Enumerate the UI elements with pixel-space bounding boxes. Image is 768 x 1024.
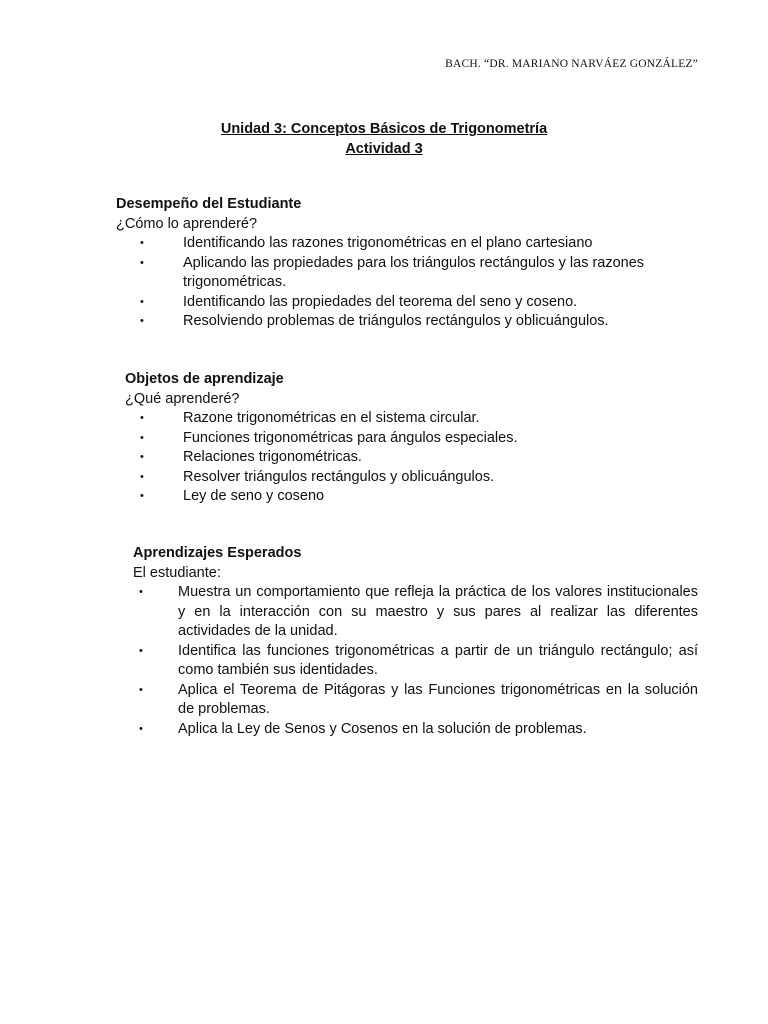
list-item-text: Relaciones trigonométricas. — [183, 449, 362, 465]
list-item — [125, 429, 645, 449]
list-item — [125, 487, 645, 507]
list-item — [133, 583, 698, 642]
bullet-icon: • — [139, 722, 143, 735]
list-item-text: Identificando las razones trigonométricas en el plano cartesiano — [183, 235, 593, 251]
list-item — [133, 642, 698, 681]
bullet-icon: • — [140, 431, 144, 444]
list-item — [116, 234, 646, 254]
list-item — [116, 312, 646, 332]
list-item-text: Identificando las propiedades del teorema del seno y coseno. — [183, 293, 578, 310]
desempeno-section — [116, 195, 646, 332]
bullet-icon: • — [140, 451, 144, 463]
school-header: BACH. “DR. MARIANO NARVÁEZ GONZÁLEZ” — [445, 58, 698, 70]
bullet-icon: • — [139, 644, 143, 657]
list-item — [125, 448, 645, 468]
activity-title: Actividad 3 — [345, 141, 423, 157]
bullet-list — [116, 234, 646, 332]
bullet-icon: • — [139, 586, 143, 598]
list-item-text: Resolver triángulos rectángulos y oblicuángulos. — [183, 468, 495, 485]
document-titles — [0, 119, 768, 159]
bullet-icon: • — [140, 470, 144, 483]
list-item-text: Funciones trigonométricas para ángulos especiales. — [183, 429, 518, 446]
list-item-text: Aplica el Teorema de Pitágoras y las Funciones trigonométricas en la solución de problemas. — [178, 681, 698, 717]
section-heading: Aprendizajes Esperados — [133, 545, 302, 561]
list-item-text: Identifica las funciones trigonométricas a partir de un triángulo rectángulo; así como también sus identidades. — [178, 642, 698, 678]
list-item — [116, 293, 646, 313]
list-item — [116, 254, 646, 293]
bullet-icon: • — [140, 295, 144, 308]
section-heading: Desempeño del Estudiante — [116, 196, 302, 212]
section-question: ¿Qué aprenderé? — [125, 390, 240, 407]
list-item — [125, 468, 645, 488]
list-item-text: Resolviendo problemas de triángulos rectángulos y oblicuángulos. — [183, 313, 609, 329]
bullet-icon: • — [140, 237, 144, 249]
bullet-list — [133, 583, 698, 739]
list-item-text: Ley de seno y coseno — [183, 488, 325, 504]
section-heading: Objetos de aprendizaje — [125, 371, 284, 387]
bullet-icon: • — [140, 490, 144, 502]
list-item — [125, 409, 645, 429]
bullet-icon: • — [140, 412, 144, 424]
bullet-icon: • — [139, 683, 143, 696]
list-item-text: Aplica la Ley de Senos y Cosenos en la solución de problemas. — [178, 720, 587, 737]
bullet-icon: • — [140, 256, 144, 269]
list-item-text: Razone trigonométricas en el sistema circular. — [183, 410, 480, 426]
list-item-text: Muestra un comportamiento que refleja la práctica de los valores institucionales y en la interacción con su maestro y sus pares al realizar las diferentes actividades de la unidad. — [178, 584, 698, 639]
unit-title: Unidad 3: Conceptos Básicos de Trigonometría — [220, 121, 548, 137]
list-item — [133, 681, 698, 720]
list-item — [133, 720, 698, 740]
list-item-text: Aplicando las propiedades para los triángulos rectángulos y las razones trigonométricas. — [183, 254, 645, 290]
section-question: ¿Cómo lo aprenderé? — [116, 215, 258, 232]
bullet-list — [125, 409, 645, 507]
bullet-icon: • — [140, 315, 144, 327]
section-subject: El estudiante: — [133, 564, 221, 581]
objetos-section — [125, 370, 645, 507]
aprendizajes-section — [133, 544, 698, 739]
